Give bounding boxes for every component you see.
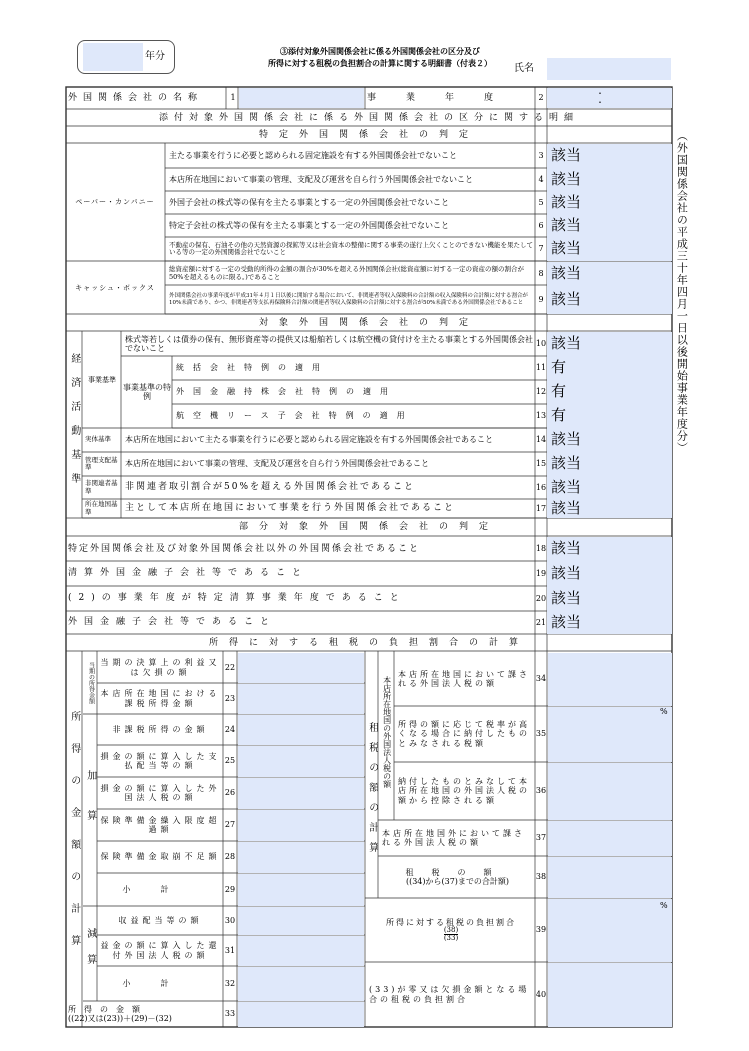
left-row-value[interactable]: [238, 684, 364, 714]
left-row-text: [68, 1001, 221, 1027]
fiscal-year-no: 2: [538, 93, 544, 103]
right-row-text: [369, 962, 533, 1027]
partial-row-text: 外国金融子会社等であること: [68, 617, 277, 628]
side-note: （外国関係会社の平成三十年四月一日以後開始事業年度分）: [675, 130, 689, 454]
left-row-text: [100, 652, 221, 683]
right-row-text: [369, 898, 533, 962]
economic-row-value[interactable]: 有: [547, 380, 672, 404]
company-name-label: 外国関係会社の名称: [68, 92, 204, 103]
sub-label: 減算: [84, 928, 96, 980]
left-row-value[interactable]: [238, 967, 364, 1001]
right-row-label: (33)が零又は欠損金額となる場合の租税の負担割合: [369, 985, 530, 1004]
economic-row-no: 14: [535, 435, 547, 445]
right-row-label: 本店所在地国において課される外国法人税の額: [398, 669, 530, 688]
partial-row-no: 20: [535, 593, 547, 603]
title-line2: 所得に対する租税の負担割合の計算に関する明細書（付表２）: [268, 58, 492, 69]
paper-row-value[interactable]: 該当: [547, 214, 672, 237]
economic-row-value[interactable]: 該当: [547, 499, 672, 518]
category-title: 添付対象外国関係会社に係る外国関係会社の区分に関する明細: [158, 112, 579, 123]
paper-row-text: 本店所在地国において事業の管理、支配及び運営を自ら行う外国関係会社でないこと: [169, 174, 473, 184]
partial-row-no: 19: [535, 568, 547, 578]
paper-row-value[interactable]: 該当: [547, 237, 672, 261]
cash-row-text: 総資産額に対する一定の受動的所得の金額の割合が30%を超える外国関係会社(総資産額に対する一定の資産の額の割合が50%を超えるものに限る。)であること: [169, 265, 524, 281]
paper-company-label: ペーパー・カンパニー: [75, 198, 155, 207]
fiscal-year-label: [367, 88, 532, 108]
economic-row-label: 統括会社特例の適用: [176, 363, 329, 373]
left-row-text: [100, 809, 221, 841]
economic-row-no: 12: [535, 387, 547, 397]
paper-row-no: 4: [538, 174, 544, 184]
economic-row-text: 非関連者取引割合が50%を超える外国関係会社であること: [125, 482, 416, 493]
left-row-text: [100, 683, 221, 714]
left-row-value[interactable]: [238, 653, 364, 683]
left-calc-label: 所得の金額の計算: [68, 711, 80, 967]
left-row-no: 33: [224, 1009, 236, 1019]
partial-row-value[interactable]: 該当: [547, 561, 672, 586]
left-row-no: 29: [224, 884, 236, 894]
partial-row-value[interactable]: 該当: [547, 537, 672, 561]
economic-label: 経済活動基準: [68, 353, 80, 497]
right-row-value[interactable]: [548, 763, 672, 820]
paper-row-value[interactable]: 該当: [547, 144, 672, 168]
left-row-label: 小計: [122, 978, 199, 988]
economic-row-no: 11: [535, 363, 547, 373]
partial-row-text: (2)の事業年度が特定清算事業年度であること: [68, 593, 406, 604]
left-row-text: [100, 714, 221, 745]
year-label: 年分: [145, 51, 165, 63]
criterion-label: 実体基準: [85, 435, 111, 444]
paper-row-no: 6: [538, 220, 544, 230]
right-row-no: 36: [535, 786, 547, 796]
right-row-label: 租税の額: [405, 867, 510, 877]
economic-row-no: 10: [535, 339, 547, 349]
right-row-no: 38: [535, 872, 547, 882]
cash-row-text: 外国関係会社の事業年度が平成31年４月１日以後に開始する場合において、非関連者等収入保険料の合計額の収入保険料の合計額に対する割合が10%未満であり、かつ、非関連者等支払再保険料合計額の関連者等収入保険料の合計額に対する割合が50%未満である外国関係会社であること: [169, 293, 528, 306]
left-row-value[interactable]: [238, 842, 364, 873]
left-row-label: 保険準備金取崩不足額: [100, 852, 221, 862]
left-row-text: [100, 873, 221, 906]
economic-row-value[interactable]: 該当: [547, 428, 672, 452]
percent-40: %: [660, 901, 668, 911]
criterion-label: 所在地国基準: [85, 500, 118, 516]
right-row-label: 所得の額に応じて税率が高くなる場合に納付したものとみなされる税額: [398, 720, 530, 748]
left-row-no: 30: [224, 915, 236, 925]
right-row-text: [398, 706, 533, 762]
frac-top: (38): [443, 926, 459, 934]
economic-row-value[interactable]: 該当: [547, 452, 672, 476]
left-row-value[interactable]: [238, 810, 364, 841]
economic-row-value[interactable]: 該当: [547, 332, 672, 356]
partial-row-text: 清算外国金融子会社等であること: [68, 568, 309, 579]
economic-row-no: 16: [535, 482, 547, 492]
right-row-value[interactable]: [548, 821, 672, 856]
partial-row-no: 18: [535, 544, 547, 554]
left-row-text: [100, 777, 221, 809]
partial-row-value[interactable]: 該当: [547, 586, 672, 611]
economic-row-value[interactable]: 該当: [547, 476, 672, 499]
target-title: 対象外国関係会社の判定: [258, 317, 479, 328]
criterion-label: 非関連者基準: [85, 479, 118, 495]
left-row-label: 保険準備金繰入限度超過額: [100, 815, 221, 834]
right-row-no: 35: [535, 729, 547, 739]
left-row-no: 28: [224, 852, 236, 862]
left-row-no: 26: [224, 788, 236, 798]
paper-row-no: 7: [538, 244, 544, 254]
partial-title: 部分対象外国関係会社の判定: [238, 522, 499, 533]
criterion-label: 管理支配基準: [85, 455, 118, 471]
economic-row-text: 株式等若しくは債券の保有、無形資産等の提供又は船舶若しくは航空機の貸付けを主たる事業とする外国関係会社でないこと: [125, 334, 533, 353]
specific-title: 特定外国関係会社の判定: [258, 129, 479, 140]
left-row-text: [100, 966, 221, 1001]
economic-row-label: 外国金融持株会社特例の適用: [176, 387, 397, 397]
company-name-input[interactable]: [239, 88, 364, 108]
economic-row-text: 主として本店所在地国において事業を行う外国関係会社であること: [125, 503, 456, 514]
economic-row-text: [176, 356, 532, 380]
left-row-value[interactable]: [238, 1002, 364, 1027]
left-row-no: 23: [224, 693, 236, 703]
economic-row-label: 航空機リース子会社特例の適用: [176, 411, 414, 421]
left-row-text: [100, 906, 221, 935]
right-row-text: [398, 762, 533, 820]
cash-row-no: 8: [538, 268, 544, 278]
right-row-label: 本店所在地国外において課される外国法人税の額: [382, 828, 525, 847]
cash-row-value[interactable]: 該当: [547, 262, 672, 285]
left-row-label: 益金の額に算入した還付外国法人税の額: [100, 941, 221, 960]
fiscal-year-dots: ・ ・: [596, 88, 618, 107]
right-row-value[interactable]: [548, 899, 672, 962]
paper-row-value[interactable]: 該当: [547, 191, 672, 214]
name-input[interactable]: [547, 58, 671, 80]
net-label: 当期の所得金額: [87, 662, 95, 704]
right-row-no: 34: [535, 674, 547, 684]
left-row-no: 24: [224, 724, 236, 734]
percent-39: %: [660, 707, 668, 717]
economic-row-no: 15: [535, 459, 547, 469]
left-row-label: 小計: [122, 884, 199, 894]
year-input[interactable]: [83, 43, 143, 71]
left-row-no: 27: [224, 820, 236, 830]
right-calc-label: 租税の額の計算: [366, 722, 378, 862]
business-label: 事業基準: [88, 375, 116, 384]
economic-row-text: 本店所在地国において事業の管理、支配及び運営を自ら行う外国関係会社であること: [125, 459, 429, 469]
cash-box-label: キャッシュ・ボックス: [75, 283, 155, 292]
economic-row-text: 本店所在地国において主たる事業を行うに必要と認められる固定施設を有する外国関係会社であること: [125, 435, 493, 445]
paper-row-no: 3: [538, 151, 544, 161]
left-row-label: 収益配当等の額: [118, 915, 203, 925]
right-row-text: [382, 856, 533, 898]
fiscal-year-text: 事業年度: [367, 92, 524, 103]
paper-row-text: 不動産の保有、石油その他の天然資源の探鉱等又は社会資本の整備に関する事業の遂行上欠くことのできない機能を果たしている等の一定の外国関係会社でないこと: [169, 240, 533, 256]
frac-bot: (33): [443, 934, 459, 942]
left-row-label: 当期の決算上の利益又は欠損の額: [100, 658, 221, 677]
right-row-no: 37: [535, 833, 547, 843]
left-row-sub: ((22)又は(23))＋(29)－(32): [68, 1014, 172, 1023]
cash-row-value[interactable]: 該当: [547, 285, 672, 314]
tax-title: 所得に対する租税の負担割合の計算: [208, 637, 529, 648]
left-row-label: 非課税所得の金額: [112, 724, 209, 734]
paper-row-value[interactable]: 該当: [547, 168, 672, 191]
left-row-no: 25: [224, 756, 236, 766]
left-row-value[interactable]: [238, 874, 364, 906]
company-name-no: 1: [230, 93, 236, 103]
economic-row-text: [176, 380, 532, 404]
paper-row-no: 5: [538, 197, 544, 207]
left-row-value[interactable]: [238, 715, 364, 745]
economic-row-no: 17: [535, 503, 547, 513]
left-row-value[interactable]: [238, 907, 364, 935]
left-row-label: 本店所在地国における課税所得金額: [100, 689, 221, 708]
partial-row-value[interactable]: 該当: [547, 611, 672, 634]
left-row-text: [100, 841, 221, 873]
title-line1: ③添付対象外国関係会社に係る外国関係会社の区分及び: [280, 46, 480, 57]
right-row-no: 40: [535, 989, 547, 999]
right-row-text: [382, 820, 533, 856]
economic-row-value[interactable]: 有: [547, 356, 672, 380]
special-label: 事業基準の特例: [123, 382, 171, 401]
left-row-text: [100, 745, 221, 777]
left-row-value[interactable]: [238, 746, 364, 777]
left-row-label: 損金の額に算入した支払配当等の額: [100, 751, 221, 770]
right-row-text: [398, 652, 533, 706]
name-label: 氏名: [514, 63, 534, 75]
paper-row-text: 外国子会社の株式等の保有を主たる事業とする一定の外国関係会社でないこと: [169, 197, 449, 207]
paper-row-text: 主たる事業を行うに必要と認められる固定施設を有する外国関係会社でないこと: [169, 151, 457, 161]
economic-row-value[interactable]: 有: [547, 404, 672, 428]
right-row-value[interactable]: [548, 963, 672, 1027]
right-row-value[interactable]: [548, 653, 672, 706]
left-row-no: 31: [224, 945, 236, 955]
right-row-no: 39: [535, 925, 547, 935]
economic-row-no: 13: [535, 411, 547, 421]
right-row-label: 所得に対する租税の負担割合: [386, 917, 516, 927]
partial-row-no: 21: [535, 617, 547, 627]
left-row-no: 22: [224, 662, 236, 672]
left-row-no: 32: [224, 978, 236, 988]
left-row-label: 損金の額に算入した外国法人税の額: [100, 783, 221, 802]
right-row-sub: ((34)から(37)までの合計額): [405, 877, 510, 886]
hq-label: 本店所在地国の外国法人税の額: [382, 676, 392, 788]
add-label: 加算: [84, 770, 96, 850]
left-row-text: [100, 935, 221, 966]
right-row-value[interactable]: [548, 857, 672, 898]
left-row-label: 所得の金額: [68, 1004, 148, 1014]
partial-row-text: 特定外国関係会社及び対象外国関係会社以外の外国関係会社であること: [68, 543, 421, 554]
right-row-label: 納付したものとみなして本店所在地国の外国法人税の額から控除される額: [398, 777, 530, 805]
left-row-value[interactable]: [238, 778, 364, 809]
economic-row-text: [176, 404, 532, 428]
paper-row-text: 特定子会社の株式等の保有を主たる事業とする一定の外国関係会社でないこと: [169, 220, 449, 230]
cash-row-no: 9: [538, 294, 544, 304]
right-row-value[interactable]: [548, 707, 672, 762]
left-row-value[interactable]: [238, 936, 364, 966]
